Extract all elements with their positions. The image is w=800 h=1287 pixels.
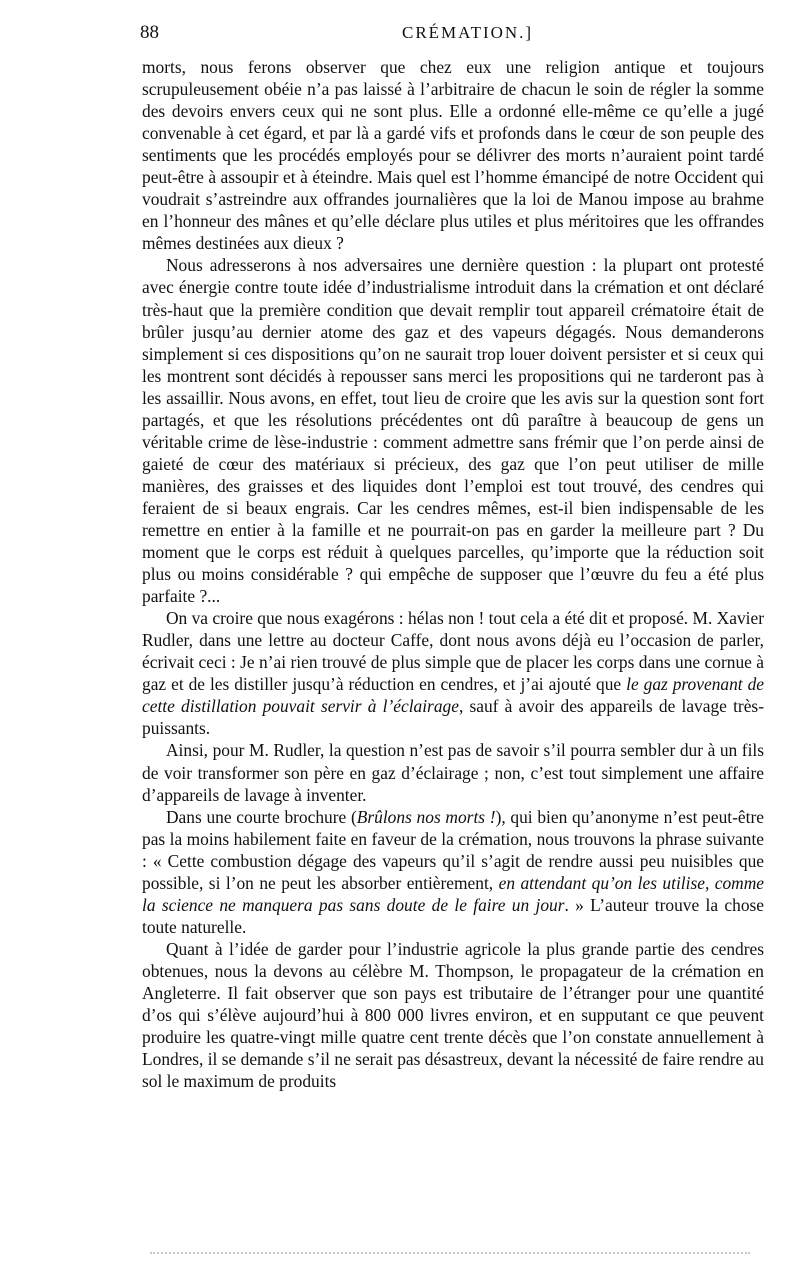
italic-text: Brûlons nos morts !: [356, 806, 496, 827]
text-run: Ainsi, pour M. Rudler, la question n’est pas de savoir s’il pourra sembler dur à un fils de voir transformer son père en gaz d’éclairage ; non, c’est tout simplement une affaire d’appareils de lavage à inventer.: [142, 740, 764, 805]
text-run: . » L’auteur trouve la chose toute naturelle.: [142, 894, 764, 937]
text-run: Quant à l’idée de garder pour l’industrie agricole la plus grande partie des cendres obtenues, nous la devons au célèbre M. Thompson, le propagateur de la crémation en Angleterre. Il fait observer que son pays est tributaire de l’étranger pour une quantité d’os qui s’élève aujourd’hui à 800 000 livres environ, et en supputant ce que peuvent produire les quatre-vingt mille quatre cent trente décès que l’on constate annuellement à Londres, il se demande s’il ne serait pas désastreux, devant la nécessité de faire rendre au sol le maximum de produits: [142, 938, 764, 1092]
paragraph: [142, 254, 764, 607]
text-run: , sauf à avoir des appareils de lavage très-puissants.: [142, 696, 764, 739]
footer-bleed-marks: [150, 1246, 750, 1254]
page-number: 88: [140, 22, 159, 43]
paragraph: [142, 938, 764, 1092]
text-run: ), qui bien qu’anonyme n’est peut-être pas la moins habilement faite en faveur de la crémation, nous trouvons la phrase suivante : « Cette combustion dégage des vapeurs qu’il s’agit de rendre aussi peu nuisibles que possible, si l’on ne peut les absorber entièrement,: [142, 806, 764, 893]
paragraph: [142, 806, 764, 938]
italic-text: en attendant qu’on les utilise, comme la science ne manquera pas sans doute de le faire un jour: [142, 872, 764, 915]
paragraph: [142, 607, 764, 739]
text-run: Dans une courte brochure (: [166, 806, 357, 827]
running-title: CRÉMATION.]: [402, 23, 534, 42]
page-header: [140, 22, 760, 48]
body-text: [142, 56, 764, 1092]
italic-text: le gaz provenant de cette distillation pouvait servir à l’éclairage: [142, 674, 764, 717]
paragraph: [142, 56, 764, 254]
paragraph: [142, 739, 764, 805]
text-run: On va croire que nous exagérons : hélas non ! tout cela a été dit et proposé. M. Xavier Rudler, dans une lettre au docteur Caffe, dont nous avons déjà eu l’occasion de parler, écrivait ceci : Je n’ai rien trouvé de plus simple que de placer les corps dans une cornue à gaz et de les distiller jusqu’à réduction en cendres, et j’ai ajouté que: [142, 608, 764, 695]
text-run: Nous adresserons à nos adversaires une dernière question : la plupart ont protesté avec énergie contre toute idée d’industrialisme introduit dans la crémation et ont déclaré très-haut que la première condition que devait remplir tout appareil crématoire était de brûler jusqu’au dernier atome des gaz et des vapeurs dégagés. Nous demanderons simplement si ces dispositions qu’on ne saurait trop louer doivent persister et si ceux qui les montrent sont décidés à repousser sans merci les propositions qui ne tarderont pas à les assaillir. Nous avons, en effet, tout lieu de croire que les avis sur la question sont fort partagés, et que les résolutions précédentes ont dû paraître à beaucoup de gens un véritable crime de lèse-industrie : comment admettre sans frémir que l’on perde ainsi de gaieté de cœur des matériaux si précieux, des gaz que l’on peut utiliser de mille manières, des graisses et des liquides dont l’emploi est tout trouvé, des cendres qui feraient de si beaux engrais. Car les cendres mêmes, est-il bien indispensable de les remettre en entier à la famille et ne pourrait-on pas en garder la meilleure part ? Du moment que le corps est réduit à quelques parcelles, qu’importe que la réduction soit plus ou moins considérable ? qui empêche de supposer que l’œuvre du feu a été plus parfaite ?...: [142, 255, 764, 607]
text-run: morts, nous ferons observer que chez eux une religion antique et toujours scrupuleusement obéie n’a pas laissé à l’arbitraire de chacun le soin de régler la somme des devoirs envers ceux qui ne sont plus. Elle a ordonné elle-même ce qu’elle a jugé convenable à cet égard, et par là a gardé vifs et profonds dans le cœur de son peuple des sentiments que les procédés employés pour se délivrer des morts n’auraient point tardé peut-être à assoupir et à éteindre. Mais quel est l’homme émancipé de notre Occident qui voudrait s’astreindre aux offrandes journalières que la loi de Manou impose au brahme en l’honneur des mânes et qu’elle déclare plus utiles et plus méritoires que les offrandes mêmes destinées aux dieux ?: [142, 57, 764, 254]
